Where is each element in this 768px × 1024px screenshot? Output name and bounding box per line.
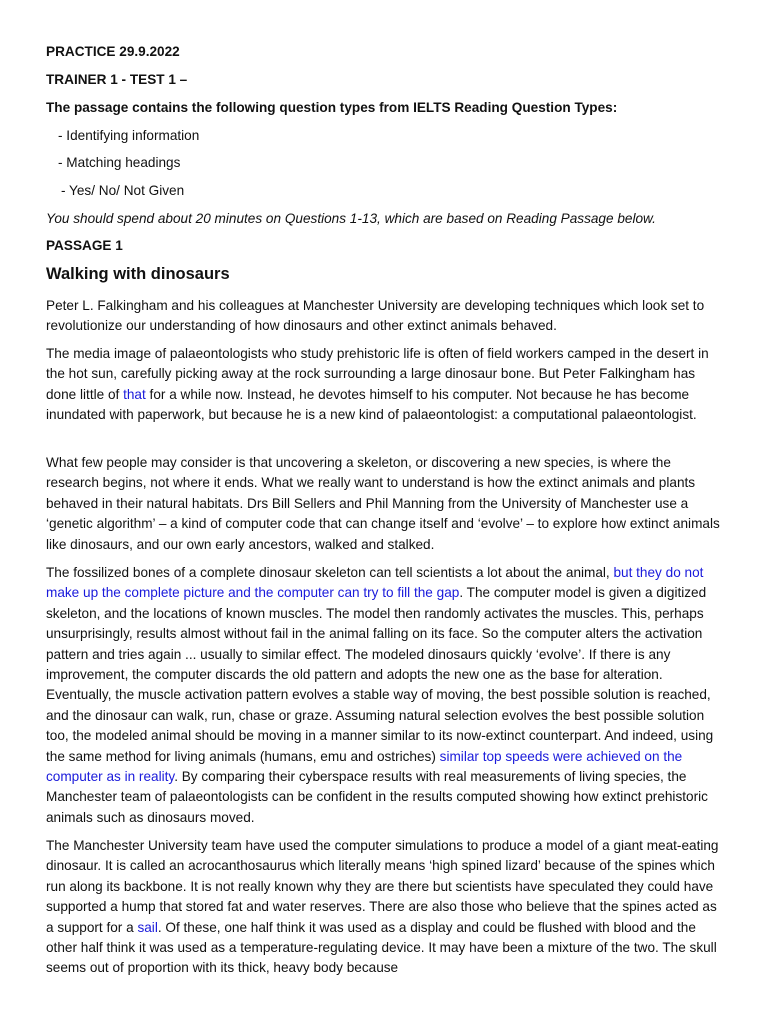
question-type-item: - Matching headings (58, 155, 181, 170)
highlighted-text: similar top speeds were achieved on the computer as in reality (46, 748, 683, 785)
question-type-item: - Identifying information (58, 128, 200, 143)
passage-label: PASSAGE 1 (46, 238, 123, 253)
question-type-item: - Yes/ No/ Not Given (61, 183, 185, 198)
article-title: Walking with dinosaurs (46, 265, 230, 283)
highlighted-text: that (123, 386, 146, 402)
paragraph-research: What few people may consider is that uncovering a skeleton, or discovering a new species, is where the research begins, not where it ends. What we really want to understand is how the extinct animals and plants behaved in their natural habitats. Drs Bill Sellers and Phil Manning from the University of Manchester use a ‘genetic algorithm’ – a kind of computer code that can change itself and ‘evolve’ – to explore how extinct animals like dinosaurs, and our own early ancestors, walked and stalked. (46, 455, 720, 552)
trainer-heading: TRAINER 1 - TEST 1 – (46, 72, 188, 87)
paragraph-acrocanthosaurus: The Manchester University team have used the computer simulations to produce a model of a giant meat-eating dinosaur. It is called an acrocanthosaurus which literally means ‘high spined lizard’ because of the spines which run along its backbone. It is not really known why they are there but scientists have speculated they could have supported a hump that stored fat and water reserves. There are also those who believe that the spines acted as a support for a sail. Of these, one half think it was used as a display and could be flushed with blood and the other half think it was used as a temperature-regulating device. It may have been a mixture of the two. The skull seems out of proportion with its thick, heavy body because (46, 838, 719, 976)
paragraph-fossilized-bones: The fossilized bones of a complete dinosaur skeleton can tell scientists a lot about the animal, but they do not make up the complete picture and the computer can try to fill the gap. The computer model is given a digitized skeleton, and the locations of known muscles. The model then randomly activates the muscles. This, perhaps unsurprisingly, results almost without fail in the animal falling on its face. So the computer alters the activation pattern and tries again ... usually to similar effect. The modeled dinosaurs quickly ‘evolve’. If there is any improvement, the computer discards the old pattern and adopts the new one as the base for alteration. Eventually, the muscle activation pattern evolves a stable way of moving, the best possible solution is reached, and the dinosaur can walk, run, chase or graze. Assuming natural selection evolves the best possible solution too, the modeled animal should be moving in a manner similar to its now-extinct counterpart. And indeed, using the same method for living animals (humans, emu and ostriches) similar top speeds were achieved on the computer as in reality. By comparing their cyberspace results with real measurements of living species, the Manchester team of palaeontologists can be confident in the results computed showing how extinct prehistoric animals such as dinosaurs moved. (46, 565, 714, 825)
paragraph-media-image: The media image of palaeontologists who study prehistoric life is often of field workers camped in the desert in the hot sun, carefully picking away at the rock surrounding a large dinosaur bone. But Peter Falkingham has done little of that for a while now. Instead, he devotes himself to his computer. Not because he has become inundated with paperwork, but because he is a new kind of palaeontologist: a computational palaeontologist. (46, 346, 709, 423)
instruction-text: You should spend about 20 minutes on Questions 1-13, which are based on Reading Passage below. (46, 211, 656, 226)
paragraph-intro: Peter L. Falkingham and his colleagues at Manchester University are developing techniques which look set to revolutionize our understanding of how dinosaurs and other extinct animals behaved. (46, 298, 705, 334)
practice-date: PRACTICE 29.9.2022 (46, 44, 180, 59)
question-types-intro: The passage contains the following question types from IELTS Reading Question Types: (46, 100, 618, 115)
highlighted-text: sail (137, 919, 158, 935)
highlighted-text: but they do not make up the complete picture and the computer can try to fill the gap (46, 565, 704, 601)
